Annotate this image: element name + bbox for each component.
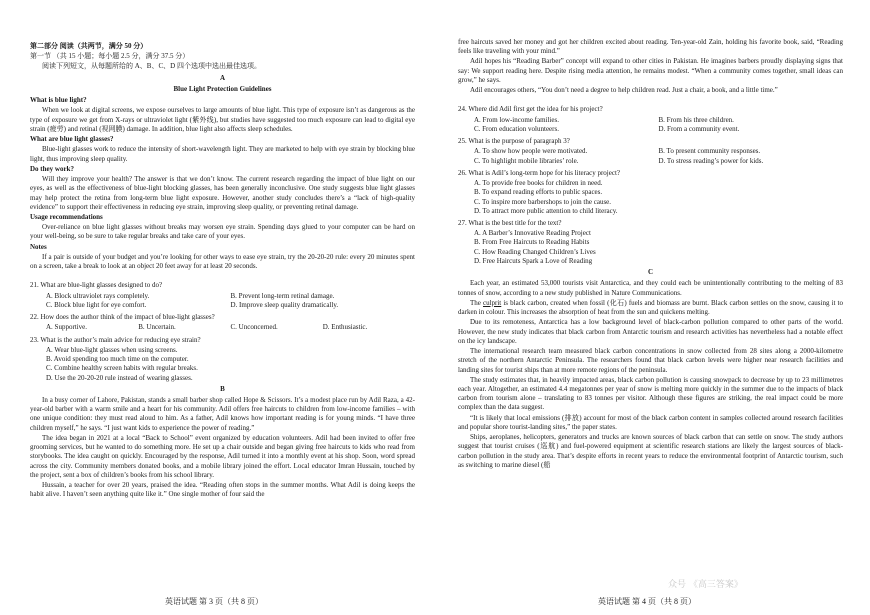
paragraph: The idea began in 2021 at a local “Back to School” event organized by education volunteers. Adil had been invited to offer free grooming services, but he wanted to do something more. He set up a chair outside and began giving free haircuts to kids who read from storybooks. The idea caught on quickly. Encouraged by the response, Adil turned it into a monthly event at his shop. Soon, word spread across the city. Community members donated books, and a mobile library joined the effort. Local educator Imran Hussain, touched by the project, sent a box of children’s books from his school library. xyxy=(30,433,415,479)
option: B. Prevent long-term retinal damage. xyxy=(230,291,335,300)
question-25-options xyxy=(458,147,843,165)
option: C. Block blue light for eye comfort. xyxy=(46,300,147,309)
subsection-heading: 第一节 （共 15 小题；每小题 2.5 分，满分 37.5 分） xyxy=(30,52,190,61)
option: C. Combine healthy screen habits with regular breaks. xyxy=(46,364,198,373)
paragraph: Each year, an estimated 53,000 tourists visit Antarctica, and they could each be unintentionally contributing to the melting of 83 tonnes of snow, according to a new study published in Nature Communications. xyxy=(458,279,843,297)
option: C. Unconcerned. xyxy=(230,323,278,332)
question-21: 21. What are blue-light glasses designed to do? xyxy=(30,281,163,290)
heading-what-is-blue-light: What is blue light? xyxy=(30,96,87,105)
page-footer-left: 英语试题 第 3 页（共 8 页） xyxy=(165,597,263,606)
underlined-word: culprit xyxy=(482,298,502,307)
watermark: 众号 《高三答案》 xyxy=(668,580,743,590)
option: D. Enthusiastic. xyxy=(322,323,368,332)
paragraph: “It is likely that local emissions (排放) account for most of the black carbon content in samples collected around research facilities and popular shore tourist-landing sites,” the paper states. xyxy=(458,413,843,431)
paragraph: Adil hopes his “Reading Barber” concept will expand to other cities in Pakistan. He imagines barbers proudly displaying signs that say: We support reading here. Despite rising media attention, he remains modest. “When a community comes together, small ideas can grow,” he says. xyxy=(458,57,843,84)
option: B. To expand reading efforts to public spaces. xyxy=(474,188,603,197)
question-26-options xyxy=(458,179,843,216)
option: A. Wear blue-light glasses when using screens. xyxy=(46,345,178,354)
option: A. Supportive. xyxy=(46,323,88,332)
paragraph: Ships, aeroplanes, helicopters, generators and trucks are known sources of black carbon that can settle on snow. The study authors suggest that tourist cruises (巡航) and fuel-powered equipment at scientific research stations are likely the largest sources of black-carbon pollution in the study area. That’s despite efforts in recent years to reduce the environmental footprint of Antarctic tourism, such as switching to marine diesel (船 xyxy=(458,433,843,469)
question-25: 25. What is the purpose of paragraph 3? xyxy=(458,137,570,146)
option: C. From education volunteers. xyxy=(474,124,559,133)
paragraph: If a pair is outside of your budget and you’re looking for other ways to ease eye strain, try the 20-20-20 rule: every 20 minutes spent on a screen, take a break to look at an object 20 feet away for at least 20 seconds. xyxy=(30,252,415,271)
paragraph: When we look at digital screens, we expose ourselves to large amounts of blue light. This type of exposure isn’t as dangerous as the type of exposure we get from X-rays or ultraviolet light (紫外线), but studies have suggested too much exposure can lead to digital eye strain (疲劳) and retinal (视网膜) damage. In addition, blue light also affects sleep schedules. xyxy=(30,106,415,133)
paragraph-culprit xyxy=(458,299,843,317)
question-24-options xyxy=(458,116,843,134)
passage-a-title: Blue Light Protection Guidelines xyxy=(173,84,272,93)
option: D. Free Haircuts Spark a Love of Reading xyxy=(474,256,593,265)
question-23: 23. What is the author’s main advice for reducing eye strain? xyxy=(30,335,201,344)
instructions: 阅读下列短文，从每题所给的 A、B、C、D 四个选项中选出最佳选项。 xyxy=(42,62,261,71)
paragraph: Blue-light glasses work to reduce the intensity of short-wavelength light. They are marketed to help with eye strain by blocking blue light, thus improving sleep quality. xyxy=(30,145,415,163)
option: D. Improve sleep quality dramatically. xyxy=(230,300,339,309)
option: C. To highlight mobile libraries’ role. xyxy=(474,156,579,165)
question-27: 27. What is the best title for the text? xyxy=(458,218,562,227)
paragraph: Adil encourages others, “You don’t need a degree to help children read. Just a chair, a book, and a little time.” xyxy=(470,86,778,95)
page-footer-right: 英语试题 第 4 页（共 8 页） xyxy=(598,597,696,606)
option: D. To attract more public attention to child literacy. xyxy=(474,206,618,215)
text: The xyxy=(470,298,483,307)
question-22: 22. How does the author think of the impact of blue-light glasses? xyxy=(30,313,215,322)
option: A. To show how people were motivated. xyxy=(474,147,588,156)
question-27-options xyxy=(458,229,843,266)
question-23-options xyxy=(30,346,415,383)
right-page-column xyxy=(458,38,843,578)
passage-a-letter: A xyxy=(219,73,226,82)
option: A. A Barber’s Innovative Reading Project xyxy=(474,229,591,238)
paragraph: Hussain, a teacher for over 20 years, praised the idea. “Reading often stops in the summer months. What Adil is doing keeps the habit alive. I haven’t seen anything quite like it.” One single mother of four said the xyxy=(30,481,415,499)
paragraph: Due to its remoteness, Antarctica has a low background level of black-carbon pollution compared to other parts of the world. However, the new study indicates that black carbon from Antarctic tourism and research activities has nevertheless had a notable effect on the icy landscape. xyxy=(458,318,843,345)
option: D. To stress reading’s power for kids. xyxy=(658,156,764,165)
paragraph: In a busy corner of Lahore, Pakistan, stands a small barber shop called Hope & Scissors. It’s a modest place run by Adil Raza, a 42-year-old barber with a warm smile and a heart for his community. Adil offers free haircuts to children from low-income families – with one unique condition: they must read aloud to him. As a father, Adil knows how important reading is for young minds. “I have three children myself,” he says. “I just want kids to experience the power of reading.” xyxy=(30,395,415,432)
option: A. Block ultraviolet rays completely. xyxy=(46,291,150,300)
option: A. To provide free books for children in need. xyxy=(474,179,603,188)
question-24: 24. Where did Adil first get the idea for his project? xyxy=(458,105,603,114)
option: C. How Reading Changed Children’s Lives xyxy=(474,247,596,256)
question-21-options xyxy=(30,292,415,310)
option: B. To present community responses. xyxy=(658,147,761,156)
paragraph: Will they improve your health? The answer is that we don’t know. The current research regarding the impact of blue light on our eyes, as well as the effectiveness of blue-light blocking glasses, has been generally inconclusive. One study suggests blue light glasses may help protect the retina from long-term blue light exposure. However, another study concludes there’s a “lack of high-quality evidence” to support their effectiveness in reducing eye strain, improving sleep quality, or preventing retinal damage. xyxy=(30,175,415,211)
option: B. Uncertain. xyxy=(138,323,176,332)
heading-blue-light-glasses: What are blue light glasses? xyxy=(30,135,114,144)
passage-c-letter: C xyxy=(647,268,654,277)
paragraph: The international research team measured black carbon concentrations in snow collected from 28 sites along a 2000-kilometre stretch of the northern Antarctic Peninsula. The researchers found that black carbon levels were higher near research facilities and landing sites for tourist ships than at more remote regions of the peninsula. xyxy=(458,347,843,374)
option: B. Avoid spending too much time on the computer. xyxy=(46,355,189,364)
text: is black carbon, created when fossil (化石) fuels and biomass are burnt. Black carbon settles on the snow, causing it to darken in colour. This increases the absorption of heat from the sun and quickens melting. xyxy=(458,298,843,317)
section-heading: 第二部分 阅读（共两节，满分 50 分） xyxy=(30,42,148,50)
option: B. From Free Haircuts to Reading Habits xyxy=(474,238,590,247)
question-22-options xyxy=(30,323,415,332)
heading-do-they-work: Do they work? xyxy=(30,164,74,173)
paragraph: free haircuts saved her money and got her children excited about reading. Ten-year-old Zain, holding his favorite book, said, “Reading feels like traveling with your mind.” xyxy=(458,38,843,56)
option: B. From his three children. xyxy=(658,115,734,124)
option: D. Use the 20-20-20 rule instead of wearing glasses. xyxy=(46,373,193,382)
option: C. To inspire more barbershops to join the cause. xyxy=(474,197,612,206)
passage-b-letter: B xyxy=(220,384,225,393)
heading-notes: Notes xyxy=(30,242,47,251)
option: A. From low-income families. xyxy=(474,115,559,124)
heading-usage: Usage recommendations xyxy=(30,212,103,221)
option: D. From a community event. xyxy=(658,124,740,133)
paragraph: Over-reliance on blue light glasses without breaks may worsen eye strain. Spending days glued to your computer can be hard on your well-being, so be sure to take regular breaks and take care of your eyes. xyxy=(30,223,415,241)
left-page-column xyxy=(30,42,415,582)
question-26: 26. What is Adil’s long-term hope for his literacy project? xyxy=(458,168,620,177)
paragraph: The study estimates that, in heavily impacted areas, black carbon pollution is causing snowpack to decrease by up to 23 millimetres each year. Altogether, an estimated 4.4 megatonnes per year of snow is melting more quickly in the summer due to the impacts of black carbon from tourism alone – translating to 83 tonnes per visitor. Although these figures are striking, the real impact could be more complex than the data suggest. xyxy=(458,375,843,412)
